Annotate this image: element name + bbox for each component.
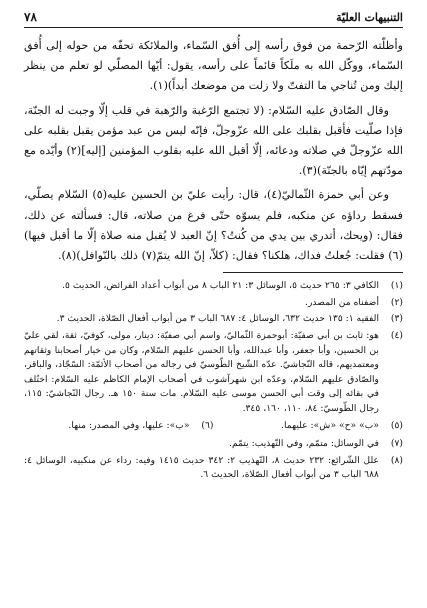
page-number: ٧٨ <box>24 10 37 24</box>
page-header <box>24 10 403 28</box>
footnote-number: (٢) <box>390 296 403 308</box>
main-text <box>24 36 403 266</box>
footnote-8 <box>24 454 403 483</box>
footnote-text: «ب» «ح» «ش»: عليهما. <box>281 419 379 431</box>
footnote-number: (٨) <box>390 454 403 466</box>
footnote-7 <box>24 437 403 452</box>
footnote-pair-5-6 <box>24 419 403 436</box>
footnote-1 <box>24 279 403 294</box>
footnote-text: علل الشّرائع: ٢٣٢ حديث ٨، التّهذيب ٢: ٣٤٢ حديث ١٤١٥ وفيه: رداء عن منكبيه، الوسائل ٤: ٦٨٨ الباب ٣ من أبواب أفعال الصّلاة، الحديث ٦. <box>24 454 380 481</box>
footnote-text: أضفناه من المصدر. <box>305 296 379 308</box>
running-title: التنبيهات العليّة <box>336 11 403 24</box>
footnotes <box>24 279 403 483</box>
footnote-6 <box>24 419 214 434</box>
footnote-text: الفقيه ١: ١٣٥ حديث ٦٣٢، الوسائل ٤: ٦٨٧ الباب ٣ من أبواب أفعال الصّلاة، الحديث ٣. <box>56 313 379 325</box>
footnote-text: «ب»: عليها، وفي المصدر: منها. <box>68 419 190 431</box>
footnote-text: في الوسائل: متمّم، وفي التّهذيب: يتمّم. <box>229 438 379 450</box>
footnote-number: (٧) <box>390 438 403 450</box>
footnote-5 <box>214 419 404 434</box>
footnote-number: (٣) <box>390 313 403 325</box>
footnote-number: (٥) <box>390 419 403 431</box>
footnote-text: الكافي ٣: ٢٦٥ حديث ٥، الوسائل ٣: ٢١ الباب ٨ من أبواب أعداد الفرائض، الحديث ٥. <box>62 280 379 292</box>
footnote-number: (٦) <box>201 419 214 431</box>
footnote-number: (٤) <box>390 330 403 342</box>
footnote-4 <box>24 329 403 417</box>
footnote-3 <box>24 312 403 327</box>
footnote-text: هو: ثابت بن أبي صفيّة: أبوحمزة الثّماليّ، واسم أبي صفيّة: دينار، مولى، كوفيّ، ثقة، لقي عليّ بن الحسين، وأبا جعفر، وأبا عبدالله، وأبا الحسن عليهم السّلام، وكان من خيار أصحابنا وثقاتهم ومعتمديهم، قاله النّجاشيّ. عدّه الشّيخ الطّوسيّ في رجاله من أصحاب الأئمّة: السّجّاد، والباقر، والصّادق عليهم السّلام، وعدّه ابن شهرآشوب في أصحاب الإمام الكاظم عليه السّلام: اختُلف في بقائه إلى وقت أبي الحسن موسى عليه السّلام. مات سنة ١٥٠ هـ. رجال النّجاشيّ: ١١٥، رجال الطّوسيّ: ٨٤، ١١٠، ١٦٠، ٣٤٥. <box>24 330 379 414</box>
footnote-number: (١) <box>390 280 403 292</box>
paragraph-3: وعن أبي حمزة الثّماليّ(٤)، قال: رأيت عليّ بن الحسين عليه(٥) السّلام يصلّي، فسقط رداؤه عن منكبه، فلم يسوّه حتّى فرغ من صلاته، قال: فسألته عن ذلك، فقال: (ويحك، أتدري بين يدي من كُنتُ؟ إنّ العبد لا يُقبل منه صلاة إلّا ما أقبل فيها)(٦) فقلت: جُعلتُ فداك، هلكنا؟ فقال: (كلاّ، إنّ الله يتمّ(٧) ذلك بالنّوافل)(٨). <box>24 188 403 263</box>
paragraph-2: وقال الصّادق عليه السّلام: (لا تجتمع الرّغبة والرّهبة في قلب إلّا وجبت له الجنّة، فإذا صلّيت فأقبل بقلبك على الله عزّوجلّ، فإنّه ليس من عبد مؤمن يقبل بقلبه على الله عزّوجلّ في صلاته ودعائه، إلّا أقبل الله عليه بقلوب المؤمنين [إليه](٢) وأيّده مع مودّتهم إيّاه بالجنّة)(٣). <box>24 103 403 178</box>
paragraph-1: وأظلّته الرّحمة من فوق رأسه إلى أُفق السّماء، والملائكة تحفّه من حوله إلى أُفق السّماء، ووكّل الله به ملَكاً قائماً على رأسه، يقول: أيّها المصلّي لو تعلم من ينظر إليك ومن تُناجي ما التفتّ ولا زلت من موضعك أبداً)(١). <box>24 39 403 93</box>
footnote-divider <box>223 272 403 273</box>
footnote-2 <box>24 296 403 311</box>
